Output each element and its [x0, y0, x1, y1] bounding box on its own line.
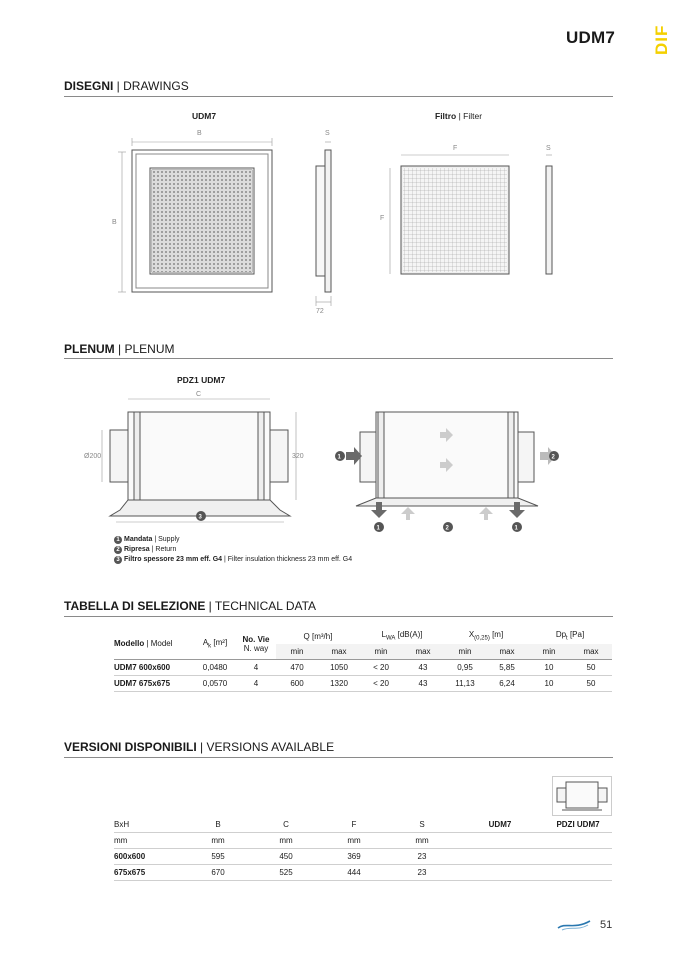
- dim-b-side: B: [112, 219, 117, 226]
- header-ways: No. Vie N. way: [236, 628, 276, 660]
- dim-b-top: B: [197, 130, 202, 137]
- drawings-divider: [64, 96, 613, 97]
- subheader-dp-min: min: [528, 644, 570, 660]
- marker-1-label: 1: [376, 525, 380, 532]
- technical-section-title: TABELLA DI SELEZIONE | TECHNICAL DATA: [64, 599, 317, 613]
- subheader-q-max: max: [318, 644, 360, 660]
- up-arrow-icon: [479, 507, 493, 520]
- udm7-side-view: [316, 142, 331, 306]
- plenum-legend: [114, 535, 352, 565]
- subheader-x-min: min: [444, 644, 486, 660]
- header-q: Q [m³/h]: [303, 631, 333, 641]
- legend-item-return: 2 Ripresa | Return: [114, 545, 352, 555]
- wave-logo-icon: [556, 918, 592, 932]
- dim-f-top: F: [453, 145, 458, 152]
- up-arrow-icon: [401, 507, 415, 520]
- legend-item-filter: 3 Filtro spessore 23 mm eff. G4 | Filter insulation thickness 23 mm eff. G4: [114, 555, 352, 565]
- subheader-dp-max: max: [570, 644, 612, 660]
- plenum-divider: [64, 358, 613, 359]
- technical-data-table: [114, 628, 612, 692]
- subheader-l-max: max: [402, 644, 444, 660]
- subheader-q-min: min: [276, 644, 318, 660]
- header-ak: $A_k$ [m²]: [194, 628, 236, 660]
- plenum-section-title: PLENUM | PLENUM: [64, 342, 175, 356]
- legend-item-supply: 1 Mandata | Supply: [114, 535, 352, 545]
- udm7-drawing-caption: UDM7: [192, 111, 217, 121]
- section-side-tab: [645, 0, 678, 90]
- subheader-x-max: max: [486, 644, 528, 660]
- technical-divider: [64, 616, 613, 617]
- versions-table: [114, 817, 612, 881]
- filter-side-view: [546, 155, 552, 274]
- side-tab-label: DIF: [652, 24, 671, 55]
- versions-header-row: BxH B C F S UDM7 PDZI UDM7: [114, 817, 612, 833]
- table-row: UDM7 600x600 0,0480 4 470 1050 < 20 43 0,95 5,85 10 50: [114, 660, 612, 676]
- table-row: 600x600 595 450 369 23: [114, 849, 612, 865]
- filter-drawing-caption: Filtro | Filter: [435, 111, 483, 121]
- header-lwa: $L_{WA}$ [dB(A)]: [381, 630, 423, 642]
- dim-s-top: S: [325, 130, 330, 137]
- marker-2-label: 2: [445, 525, 449, 532]
- marker-1-label: 1: [337, 454, 341, 461]
- drawings-section-title: DISEGNI | DRAWINGS: [64, 79, 189, 93]
- pdzi-thumbnail-icon: [552, 776, 612, 816]
- page-number: 51: [600, 919, 613, 931]
- table-row: UDM7 675x675 0,0570 4 600 1320 < 20 43 11,13 6,24 10 50: [114, 676, 612, 692]
- plenum-caption: PDZ1 UDM7: [177, 375, 226, 385]
- header-model: Modello | Model: [114, 628, 194, 660]
- subheader-l-min: min: [360, 644, 402, 660]
- marker-1-label: 1: [514, 525, 518, 532]
- dim-depth: 72: [316, 308, 324, 315]
- dim-c: C: [196, 391, 202, 398]
- table-row: 675x675 670 525 444 23: [114, 865, 612, 881]
- header-x: $X_{(0,25)}$ [m]: [468, 630, 504, 642]
- marker-3-label: 3: [198, 514, 202, 521]
- versions-section-title: VERSIONI DISPONIBILI | VERSIONS AVAILABLE: [64, 740, 335, 754]
- versions-units-row: mm mm mm mm mm: [114, 833, 612, 849]
- marker-2-label: 2: [551, 454, 555, 461]
- dim-f-side: F: [380, 215, 385, 222]
- dim-s-filter: S: [546, 145, 551, 152]
- page-model-title: UDM7: [566, 28, 615, 47]
- plenum-side-view: [102, 399, 296, 522]
- dim-diameter: Ø200: [84, 453, 102, 460]
- dim-height: 320: [292, 453, 304, 460]
- plenum-figure: [80, 386, 560, 536]
- header-dp: $Dp_t$ [Pa]: [555, 630, 585, 642]
- drawings-figure: [100, 122, 570, 318]
- udm7-front-view: [118, 138, 272, 292]
- filter-front-view: [390, 155, 509, 274]
- versions-divider: [64, 757, 613, 758]
